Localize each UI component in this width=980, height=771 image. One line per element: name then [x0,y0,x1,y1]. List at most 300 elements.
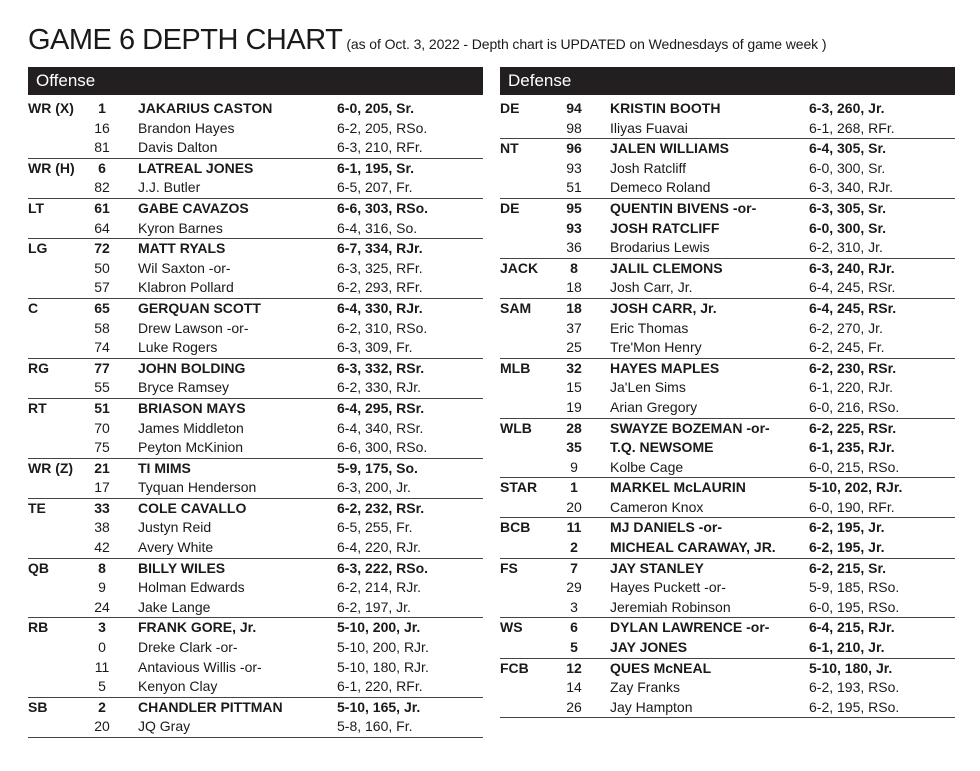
jersey-number: 26 [566,698,582,715]
player-row [500,638,955,658]
player-name: BRIASON MAYS [138,399,246,416]
player-info: 6-3, 309, Fr. [337,339,413,356]
player-name: Hayes Puckett -or- [610,579,726,596]
position-label: BCB [500,519,531,536]
player-name: JOSH CARR, Jr. [610,299,717,316]
jersey-number: 19 [566,398,582,415]
player-row [500,538,955,558]
jersey-number: 1 [98,100,106,116]
player-info: 6-1, 220, RFr. [337,678,423,695]
player-info: 6-3, 305, Sr. [809,199,887,216]
player-info: 6-5, 255, Fr. [337,519,413,536]
jersey-number: 9 [98,579,106,596]
jersey-number: 61 [94,199,110,216]
position-group [28,239,483,299]
player-info: 6-0, 300, Sr. [809,219,887,236]
player-name: JAY STANLEY [610,559,704,576]
player-row [28,378,483,398]
jersey-number: 20 [566,498,582,515]
player-row [500,219,955,239]
player-row [500,659,955,679]
jersey-number: 93 [566,219,582,236]
jersey-number: 17 [94,479,110,496]
player-info: 6-2, 195, RSo. [809,698,900,715]
player-info: 6-4, 245, RSr. [809,279,896,296]
jersey-number: 70 [94,419,110,436]
player-name: JOHN BOLDING [138,359,246,376]
player-info: 6-1, 210, Jr. [809,639,885,656]
player-name: MICHEAL CARAWAY, JR. [610,539,776,556]
player-name: Dreke Clark -or- [138,639,238,656]
position-group [28,359,483,399]
player-info: 5-9, 175, So. [337,459,418,476]
player-info: 6-0, 215, RSo. [809,458,900,475]
position-label: NT [500,140,519,157]
player-info: 6-2, 230, RSr. [809,359,897,376]
player-name: SWAYZE BOZEMAN -or- [610,419,770,436]
player-name: QUES McNEAL [610,659,712,676]
player-name: Josh Carr, Jr. [610,279,693,296]
jersey-number: 37 [566,319,582,336]
position-label: WR (Z) [28,459,74,476]
jersey-number: 9 [570,458,578,475]
player-info: 6-6, 300, RSo. [337,439,428,456]
jersey-number: 24 [94,598,110,615]
player-row [500,119,955,139]
player-name: JALIL CLEMONS [610,259,723,276]
jersey-number: 33 [94,499,110,516]
jersey-number: 95 [566,199,582,216]
player-name: Holman Edwards [138,579,245,596]
player-row [500,278,955,298]
jersey-number: 0 [98,639,106,656]
player-row [28,138,483,158]
player-name: KRISTIN BOOTH [610,100,721,116]
player-name: Drew Lawson -or- [138,319,249,336]
position-label: C [28,299,39,316]
player-info: 6-3, 325, RFr. [337,259,423,276]
player-name: Jake Lange [138,598,211,615]
player-info: 6-6, 303, RSo. [337,199,429,216]
player-info: 5-10, 202, RJr. [809,479,903,496]
player-row [28,419,483,439]
position-label: WR (X) [28,100,74,116]
jersey-number: 8 [98,559,106,576]
offense-rows [28,99,483,738]
player-name: Eric Thomas [610,319,689,336]
jersey-number: 38 [94,519,110,536]
position-group [500,139,955,199]
player-info: 6-3, 222, RSo. [337,559,429,576]
jersey-number: 65 [94,299,110,316]
position-group [500,659,955,719]
jersey-number: 8 [570,259,578,276]
player-info: 6-1, 220, RJr. [809,379,894,396]
player-info: 6-2, 195, Jr. [809,539,885,556]
player-info: 6-2, 330, RJr. [337,379,422,396]
player-name: JOSH RATCLIFF [610,219,720,236]
jersey-number: 64 [94,219,110,236]
player-row [500,598,955,618]
player-info: 6-3, 260, Jr. [809,100,885,116]
player-row [28,698,483,718]
player-info: 6-3, 210, RFr. [337,139,423,156]
player-row [28,618,483,638]
player-name: QUENTIN BIVENS -or- [610,199,757,216]
jersey-number: 58 [94,319,110,336]
player-info: 5-10, 200, Jr. [337,619,421,636]
player-row [28,717,483,737]
jersey-number: 16 [94,119,110,136]
player-name: JAY JONES [610,639,688,656]
player-info: 6-2, 215, Sr. [809,559,887,576]
player-name: Zay Franks [610,679,681,696]
player-row [28,278,483,298]
position-group [28,299,483,359]
player-name: Klabron Pollard [138,279,234,296]
position-group [500,299,955,359]
position-group [28,99,483,159]
player-row [28,259,483,279]
player-row [28,638,483,658]
player-info: 5-10, 165, Jr. [337,698,421,715]
defense-header: Defense [500,67,955,95]
position-label: WS [500,619,523,636]
player-row [28,478,483,498]
jersey-number: 82 [94,179,110,196]
player-info: 6-2, 193, RSo. [809,679,900,696]
player-row [500,159,955,179]
player-name: GERQUAN SCOTT [138,299,261,316]
position-label: FS [500,559,518,576]
player-row [500,238,955,258]
position-label: TE [28,499,46,516]
position-group [500,618,955,658]
player-name: Arian Gregory [610,398,698,415]
player-name: MARKEL McLAURIN [610,479,746,496]
position-group [28,159,483,199]
jersey-number: 6 [570,619,578,636]
player-info: 6-2, 197, Jr. [337,598,411,615]
player-row [28,159,483,179]
jersey-number: 3 [570,598,578,615]
player-info: 6-5, 207, Fr. [337,179,413,196]
player-info: 6-1, 235, RJr. [809,439,895,456]
position-group [28,199,483,239]
jersey-number: 29 [566,579,582,596]
player-row [28,459,483,479]
player-name: TI MIMS [138,459,191,476]
position-label: SAM [500,299,532,316]
jersey-number: 51 [94,399,110,416]
position-group [28,499,483,559]
player-row [500,438,955,458]
player-name: James Middleton [138,419,244,436]
player-name: Jay Hampton [610,698,693,715]
jersey-number: 2 [570,539,578,556]
player-info: 6-4, 245, RSr. [809,299,897,316]
player-name: Cameron Knox [610,498,704,515]
player-row [28,99,483,119]
jersey-number: 74 [94,339,110,356]
player-info: 6-7, 334, RJr. [337,240,423,257]
player-row [28,299,483,319]
position-label: WR (H) [28,159,75,176]
player-info: 6-1, 268, RFr. [809,119,895,136]
position-group [500,199,955,259]
player-info: 6-0, 300, Sr. [809,159,886,176]
position-group [28,618,483,697]
player-row [28,199,483,219]
player-name: Luke Rogers [138,339,218,356]
player-info: 5-9, 185, RSo. [809,579,900,596]
player-row [500,419,955,439]
player-name: GABE CAVAZOS [138,199,249,216]
player-info: 6-4, 220, RJr. [337,539,422,556]
jersey-number: 7 [570,559,578,576]
player-row [28,559,483,579]
player-info: 6-3, 340, RJr. [809,179,894,196]
position-group [500,419,955,479]
player-name: LATREAL JONES [138,159,254,176]
position-label: DE [500,199,520,216]
player-name: JQ Gray [138,718,191,735]
player-name: FRANK GORE, Jr. [138,619,257,636]
player-name: Brodarius Lewis [610,239,710,256]
position-group [28,399,483,459]
position-label: DE [500,100,520,116]
player-row [28,239,483,259]
player-info: 6-3, 200, Jr. [337,479,411,496]
jersey-number: 93 [566,159,582,176]
page-title [28,24,826,57]
player-row [500,578,955,598]
jersey-number: 11 [94,658,110,675]
position-label: WLB [500,419,532,436]
player-row [28,399,483,419]
player-row [28,598,483,618]
player-row [500,299,955,319]
position-group [500,518,955,558]
player-info: 6-2, 293, RFr. [337,279,423,296]
position-label: RB [28,619,49,636]
title-main: GAME 6 DEPTH CHART [28,24,343,56]
player-name: Iliyas Fuavai [610,119,688,136]
player-name: Justyn Reid [138,519,212,536]
player-row [28,219,483,239]
player-name: Avery White [138,539,214,556]
player-info: 6-4, 340, RSr. [337,419,424,436]
player-info: 6-0, 190, RFr. [809,498,895,515]
position-group [28,459,483,499]
player-row [28,319,483,339]
player-row [28,338,483,358]
position-label: JACK [500,259,539,276]
defense-rows [500,99,955,718]
jersey-number: 35 [566,439,582,456]
player-info: 6-2, 310, Jr. [809,239,883,256]
position-label: RG [28,359,49,376]
player-row [500,199,955,219]
player-row [500,518,955,538]
jersey-number: 3 [98,619,106,636]
player-name: DYLAN LAWRENCE -or- [610,619,770,636]
position-group [500,259,955,299]
player-info: 6-2, 225, RSr. [809,419,897,436]
player-info: 6-4, 316, So. [337,219,418,236]
jersey-number: 14 [566,679,582,696]
offense-panel [28,67,483,738]
player-row [500,458,955,478]
jersey-number: 5 [570,639,578,656]
player-info: 6-2, 310, RSo. [337,319,428,336]
jersey-number: 42 [94,539,110,556]
player-info: 6-4, 215, RJr. [809,619,895,636]
position-label: SB [28,698,48,715]
jersey-number: 57 [94,279,110,296]
player-name: Jeremiah Robinson [610,598,731,615]
player-row [500,259,955,279]
player-row [28,538,483,558]
jersey-number: 94 [566,100,582,116]
jersey-number: 5 [98,678,106,695]
player-row [500,618,955,638]
player-row [500,378,955,398]
player-info: 6-4, 295, RSr. [337,399,425,416]
player-name: Kyron Barnes [138,219,223,236]
jersey-number: 1 [570,479,578,496]
player-row [500,99,955,119]
player-row [500,338,955,358]
player-row [500,139,955,159]
player-row [500,178,955,198]
player-name: MJ DANIELS -or- [610,519,722,536]
jersey-number: 55 [94,379,110,396]
position-label: LT [28,199,45,216]
player-row [500,478,955,498]
position-label: STAR [500,479,538,496]
player-name: Antavious Willis -or- [138,658,262,675]
jersey-number: 81 [94,139,110,156]
player-name: Demeco Roland [610,179,711,196]
jersey-number: 75 [94,439,110,456]
player-info: 5-10, 200, RJr. [337,639,429,656]
position-group [28,559,483,619]
player-info: 6-1, 195, Sr. [337,159,415,176]
player-row [28,578,483,598]
player-row [28,359,483,379]
player-name: Josh Ratcliff [610,159,686,176]
player-name: Peyton McKinion [138,439,244,456]
player-row [500,498,955,518]
position-group [500,478,955,518]
player-name: BILLY WILES [138,559,226,576]
player-info: 6-2, 195, Jr. [809,519,885,536]
player-info: 6-4, 330, RJr. [337,299,423,316]
jersey-number: 12 [566,659,582,676]
player-row [500,359,955,379]
player-info: 6-2, 270, Jr. [809,319,883,336]
player-info: 5-10, 180, Jr. [809,659,893,676]
player-row [500,678,955,698]
jersey-number: 6 [98,159,106,176]
player-name: COLE CAVALLO [138,499,247,516]
jersey-number: 96 [566,140,582,157]
position-label: MLB [500,359,531,376]
jersey-number: 11 [566,519,582,536]
offense-header: Offense [28,67,483,95]
player-row [28,499,483,519]
jersey-number: 98 [566,119,582,136]
player-info: 6-2, 214, RJr. [337,579,422,596]
player-info: 6-0, 205, Sr. [337,100,415,116]
player-name: HAYES MAPLES [610,359,720,376]
player-name: Kenyon Clay [138,678,218,695]
player-name: J.J. Butler [138,179,201,196]
player-name: Ja'Len Sims [610,379,686,396]
jersey-number: 18 [566,299,582,316]
player-row [28,658,483,678]
player-name: JALEN WILLIAMS [610,140,729,157]
player-info: 6-0, 216, RSo. [809,398,900,415]
jersey-number: 32 [566,359,582,376]
jersey-number: 51 [566,179,582,196]
player-name: T.Q. NEWSOME [610,439,714,456]
player-name: Bryce Ramsey [138,379,230,396]
jersey-number: 77 [94,359,110,376]
jersey-number: 20 [94,718,110,735]
position-group [500,99,955,139]
position-label: QB [28,559,49,576]
player-info: 6-0, 195, RSo. [809,598,900,615]
jersey-number: 50 [94,259,110,276]
player-name: JAKARIUS CASTON [138,100,273,116]
player-info: 5-8, 160, Fr. [337,718,413,735]
jersey-number: 28 [566,419,582,436]
player-info: 6-3, 332, RSr. [337,359,425,376]
jersey-number: 21 [94,459,110,476]
player-row [500,319,955,339]
player-info: 5-10, 180, RJr. [337,658,429,675]
jersey-number: 25 [566,339,582,356]
player-name: Brandon Hayes [138,119,235,136]
position-label: FCB [500,659,529,676]
position-group [500,359,955,419]
player-row [500,698,955,718]
player-info: 6-2, 245, Fr. [809,339,885,356]
jersey-number: 2 [98,698,106,715]
position-group [500,559,955,619]
player-name: MATT RYALS [138,240,226,257]
player-name: Tre'Mon Henry [610,339,702,356]
player-row [500,398,955,418]
jersey-number: 18 [566,279,582,296]
defense-panel [500,67,955,718]
player-name: Wil Saxton -or- [138,259,231,276]
player-row [28,438,483,458]
jersey-number: 36 [566,239,582,256]
jersey-number: 72 [94,240,110,257]
player-info: 6-2, 205, RSo. [337,119,428,136]
player-row [28,178,483,198]
player-info: 6-4, 305, Sr. [809,140,887,157]
player-name: Davis Dalton [138,139,218,156]
player-info: 6-3, 240, RJr. [809,259,895,276]
player-row [500,559,955,579]
player-name: CHANDLER PITTMAN [138,698,283,715]
player-info: 6-2, 232, RSr. [337,499,425,516]
title-subtitle: (as of Oct. 3, 2022 - Depth chart is UPDATED on Wednesdays of game week ) [346,36,827,52]
